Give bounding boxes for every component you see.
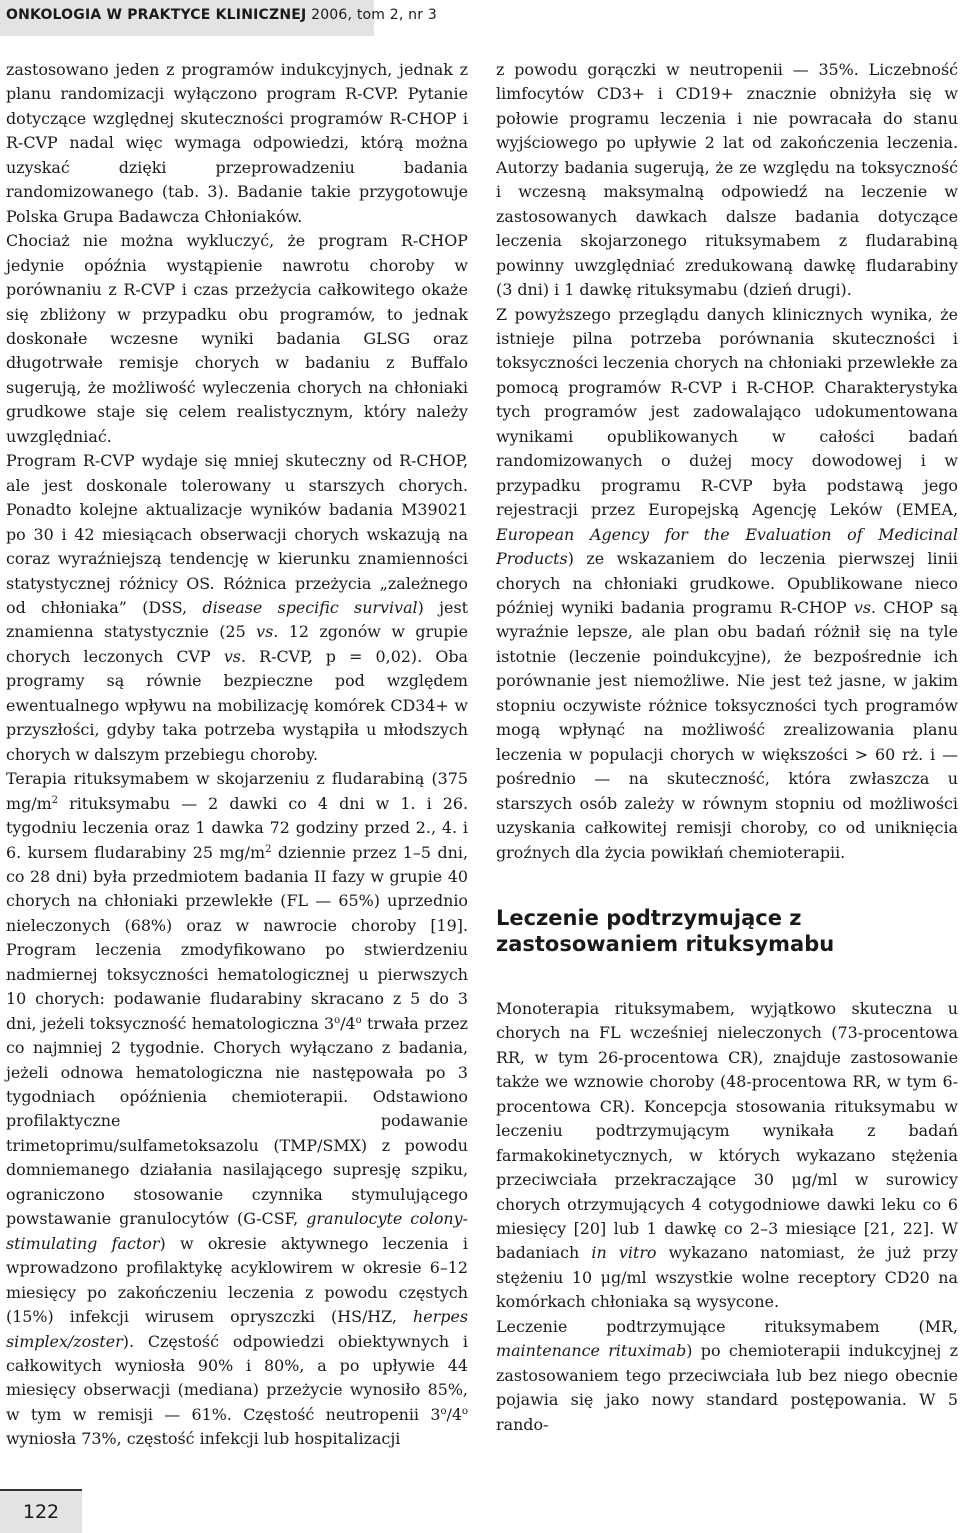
paragraph: z powodu gorączki w neutropenii — 35%. Liczebność limfocytów CD3+ i CD19+ znacznie obniżyła się w połowie programu leczenia i nie powracała do stanu wyjściowego po upływie 2 lat od zakończenia leczenia. Autorzy badania sugerują, że ze względu na toksyczność i wczesną maksymalną odpowiedź na leczenie w zastosowanych dawkach dalsze badania dotyczące leczenia skojarzonego rituksymabem z fludarabiną powinny uwzględniać zredukowaną dawkę fludarabiny (3 dni) i 1 dawkę rituksymabu (dzień drugi). [496, 60, 958, 300]
paragraph: Leczenie podtrzymujące rituksymabem (MR, maintenance rituximab) po chemioterapii indukcyjnej z zastosowaniem tego przeciwciała lub bez niego obecnie pojawia się jako nowy standard postępowania. W 5 rando- [496, 1316, 958, 1434]
page-number: 122 [0, 1491, 82, 1533]
issue-info: 2006, tom 2, nr 3 [306, 7, 437, 23]
paragraph: Z powyższego przeglądu danych klinicznych wynika, że istnieje pilna potrzeba porównania skuteczności i toksyczności leczenia chorych na chłoniaki przewlekłe za pomocą programów R-CVP i R-CHOP. Charakterystyka tych programów jest zadowalająco udokumentowana wynikami opublikowanych w całości badań randomizowanych o dużej mocy dowodowej i w przypadku programu R-CVP była podstawą jego rejestracji przez Europejską Agencję Leków (EMEA, European Agency for the Evaluation of Medicinal Products) ze wskazaniem do leczenia pierwszej linii chorych na chłoniaki grudkowe. Opublikowane nieco później wyniki badania programu R-CHOP vs. CHOP są wyraźnie lepsze, ale plan obu badań różnił się na tyle istotnie (leczenie poindukcyjne), że bezpośrednie ich porównanie jest niemożliwe. Nie jest też jasne, w jakim stopniu oczywiste różnice toksyczności tych programów mogą wpłynąć na możliwość zrealizowania planu leczenia w populacji chorych w większości > 60 rż. i — pośrednio — na skuteczność, która zwłaszcza u starszych osób zależy w równym stopniu od możliwości uzyskania całkowitej remisji choroby, co od uniknięcia groźnych dla życia powikłań chemioterapii. [496, 304, 958, 862]
right-column [496, 58, 958, 1437]
journal-name: ONKOLOGIA W PRAKTYCE KLINICZNEJ [6, 7, 307, 23]
paragraph: Program R-CVP wydaje się mniej skuteczny od R-CHOP, ale jest doskonale tolerowany u starszych chorych. Ponadto kolejne aktualizacje wyników badania M39021 po 30 i 42 miesiącach obserwacji chorych wskazują na coraz wyraźniejszą tendencję w kierunku znamienności statystycznej różnicy OS. Różnica przeżycia „zależnego od chłoniaka” (DSS, disease specific survival) jest znamienna statystycznie (25 vs. 12 zgonów w grupie chorych leczonych CVP vs. R-CVP, p = 0,02). Oba programy są równie bezpieczne pod względem ewentualnego wpływu na mobilizację komórek CD34+ w przyszłości, gdyby taka potrzeba wystąpiła u młodszych chorych w dalszym przebiegu choroby. [6, 451, 468, 764]
paragraph: Chociaż nie można wykluczyć, że program R-CHOP jedynie opóźnia wystąpienie nawrotu choroby w porównaniu z R-CVP i czas przeżycia całkowitego okaże się zbliżony w przypadku obu programów, to jednak doskonałe wczesne wyniki badania GLSG oraz długotrwałe remisje chorych w badaniu z Buffalo sugerują, że możliwość wyleczenia chorych na chłoniaki grudkowe staje się celem realistycznym, który należy uwzględniać. [6, 231, 468, 446]
running-header [0, 0, 437, 36]
paragraph: Terapia rituksymabem w skojarzeniu z fludarabiną (375 $mg/m^2$ rituksymabu — 2 dawki co 4 dni w 1. i 26. tygodniu leczenia oraz 1 dawka 72 godziny przed 2., 4. i 6. kursem fludarabiny 25 $mg/m^2$ dziennie przez 1–5 dni, co 28 dni) była przedmiotem badania II fazy w grupie 40 chorych na chłoniaki przewlekłe (FL — 65%) uprzednio nieleczonych (68%) oraz w nawrocie choroby [19]. Program leczenia zmodyfikowano po stwierdzeniu nadmiernej toksyczności hematologicznej u pierwszych 10 chorych: podawanie fludarabiny skracano z 5 do 3 dni, jeżeli toksyczność hematologiczna 3$^o$/4$^o$ trwała przez co najmniej 2 tygodnie. Chorych wyłączano z badania, jeżeli odnowa hematologiczna nie następowała po 3 tygodniach opóźnienia chemioterapii. Odstawiono profilaktyczne podawanie trimetoprimu/sulfametoksazolu (TMP/SMX) z powodu domniemanego działania nasilającego supresję szpiku, ograniczono stosowanie czynnika stymulującego powstawanie granulocytów (G-CSF, granulocyte colony-stimulating factor) w okresie aktywnego leczenia i wprowadzono profilaktykę acyklowirem w okresie 6–12 miesięcy po zakończeniu leczenia z powodu częstych (15%) infekcji wirusem opryszczki (HS/HZ, herpes simplex/zoster). Częstość odpowiedzi obiektywnych i całkowitych wyniosła 90% i 80%, a po upływie 44 miesięcy obserwacji (mediana) przeżycie wynosiło 85%, w tym w remisji — 61%. Częstość neutropenii 3$^o$/4$^o$ wyniosła 73%, częstość infekcji lub hospitalizacji [6, 769, 468, 1449]
left-column [6, 58, 468, 1452]
header-text [6, 7, 437, 23]
paragraph: Monoterapia rituksymabem, wyjątkowo skuteczna u chorych na FL wcześniej nieleczonych (73-procentowa RR, w tym 26-procentowa CR), znajduje zastosowanie także we wznowie choroby (48-procentowa RR, w tym 6-procentowa CR). Koncepcja stosowania rituksymabu w leczeniu podtrzymującym wynikała z badań farmakokinetycznych, w których wykazano stężenia przeciwciała przekraczające 30 μg/ml w surowicy chorych otrzymujących 4 cotygodniowe dawki leku co 6 miesięcy [20] lub 1 dawkę co 2–3 miesiące [21, 22]. W badaniach in vitro wykazano natomiast, że już przy stężeniu 10 μg/ml wszystkie wolne receptory CD20 na komórkach chłoniaka są wysycone. [496, 998, 958, 1312]
paragraph: zastosowano jeden z programów indukcyjnych, jednak z planu randomizacji wyłączono program R-CVP. Pytanie dotyczące względnej skuteczności programów R-CHOP i R-CVP nadal więc wymaga odpowiedzi, którą można uzyskać dzięki przeprowadzeniu badania randomizowanego (tab. 3). Badanie takie przygotowuje Polska Grupa Badawcza Chłoniaków. [6, 60, 468, 226]
section-heading: Leczenie podtrzymujące z zastosowaniem rituksymabu [496, 905, 835, 956]
